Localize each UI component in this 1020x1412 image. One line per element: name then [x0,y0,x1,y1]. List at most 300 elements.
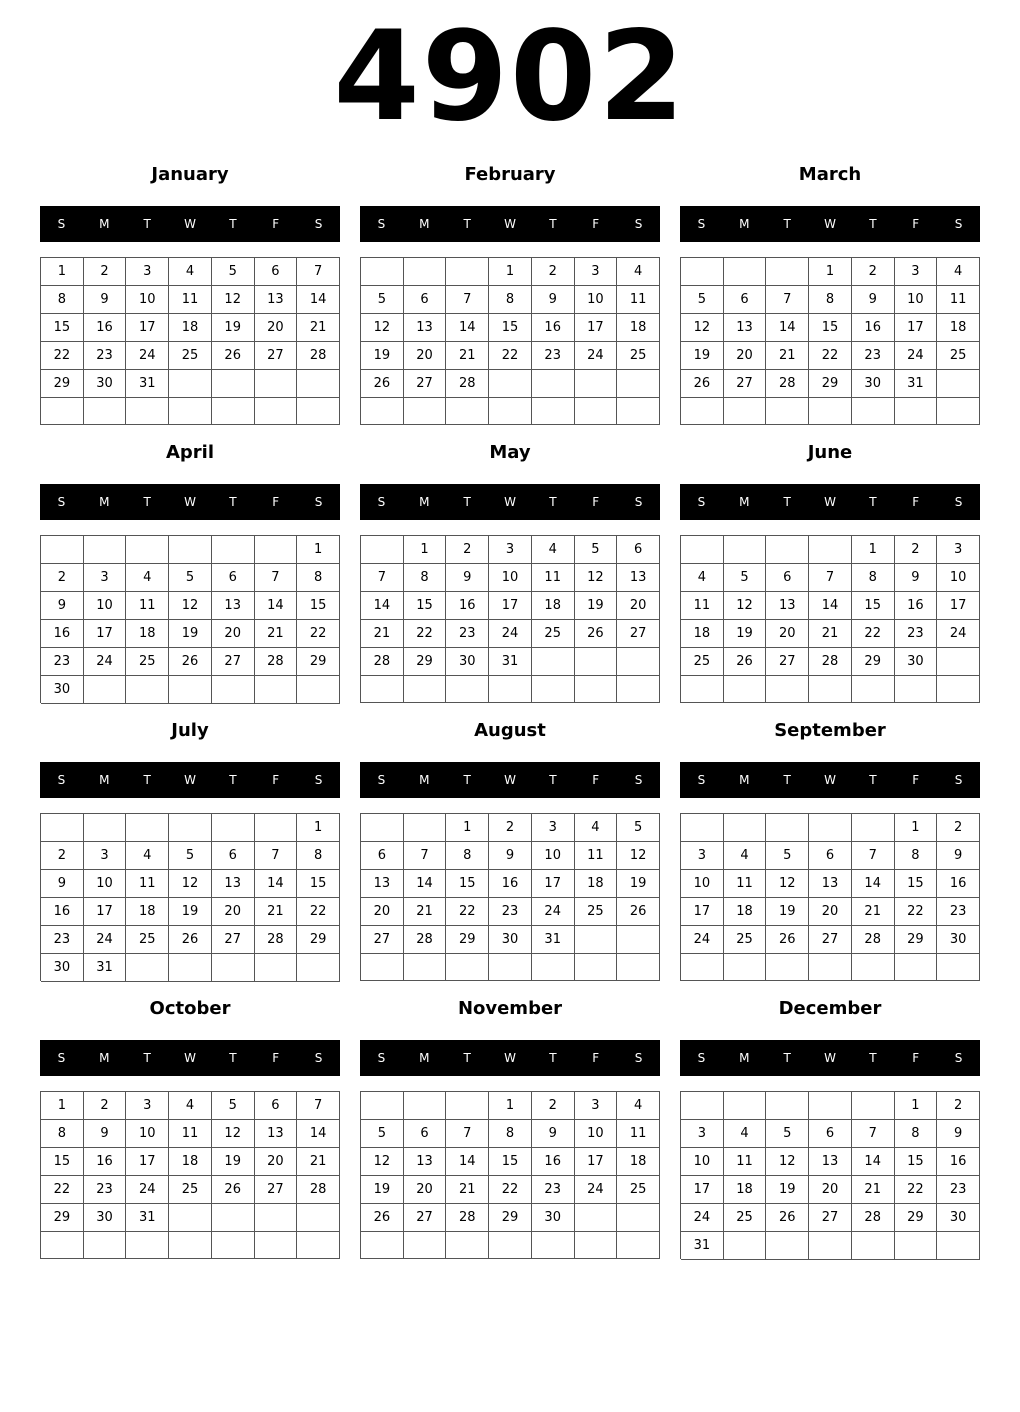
empty-cell [212,536,255,564]
weekday-label: S [954,773,963,787]
weekday-label: M [419,495,430,509]
day-cell: 23 [446,620,489,648]
day-cell: 24 [681,926,724,954]
weekday-label: S [954,495,963,509]
empty-cell [575,954,618,981]
day-cell: 17 [895,314,938,342]
day-cell: 21 [255,898,298,926]
empty-cell [617,398,660,425]
weekday-label: S [314,217,323,231]
empty-cell [681,676,724,703]
day-cell: 23 [852,342,895,370]
empty-cell [404,954,447,981]
day-cell: 21 [404,898,447,926]
day-cell: 12 [575,564,618,592]
weekday-label: S [697,773,706,787]
empty-cell [724,1232,767,1260]
weekday-label: F [272,495,280,509]
day-cell: 24 [489,620,532,648]
day-cell: 9 [41,870,84,898]
month-name: December [778,998,882,1019]
day-cell: 6 [809,842,852,870]
day-cell: 8 [297,842,340,870]
empty-cell [724,258,767,286]
day-cell: 1 [489,1092,532,1120]
day-cell: 11 [532,564,575,592]
day-cell: 13 [255,1120,298,1148]
day-cell: 31 [126,1204,169,1232]
day-cell: 18 [724,898,767,926]
day-cell: 22 [41,1176,84,1204]
empty-cell [41,536,84,564]
day-cell: 28 [297,342,340,370]
month-name: November [457,998,563,1019]
empty-cell [852,1232,895,1260]
day-cell: 4 [126,842,169,870]
empty-cell [681,954,724,981]
weekday-label: W [184,773,196,787]
day-grid [40,813,340,981]
day-grid [360,1091,660,1259]
weekday-label: S [57,217,66,231]
day-cell: 16 [41,620,84,648]
day-cell: 7 [297,258,340,286]
day-cell: 24 [575,342,618,370]
empty-cell [126,954,169,982]
empty-cell [297,954,340,982]
month-name: April [165,442,215,463]
day-cell: 15 [446,870,489,898]
day-cell: 21 [297,1148,340,1176]
day-cell: 18 [681,620,724,648]
weekday-header [680,762,980,798]
empty-cell [852,676,895,703]
day-cell: 12 [681,314,724,342]
day-cell: 9 [937,842,980,870]
empty-cell [361,1232,404,1259]
day-cell: 17 [532,870,575,898]
day-cell: 25 [937,342,980,370]
day-cell: 8 [895,842,938,870]
day-cell: 12 [212,286,255,314]
day-cell: 10 [126,1120,169,1148]
empty-cell [404,398,447,425]
day-cell: 23 [937,898,980,926]
month-name: May [489,442,531,463]
day-cell: 3 [895,258,938,286]
month-name: January [151,164,229,185]
day-cell: 3 [937,536,980,564]
day-grid [680,1091,980,1259]
day-cell: 5 [169,564,212,592]
day-grid [360,813,660,981]
weekday-label: W [504,773,516,787]
day-cell: 19 [169,620,212,648]
day-grid [40,257,340,425]
empty-cell [255,1204,298,1232]
empty-cell [937,370,980,398]
weekday-label: W [824,773,836,787]
day-cell: 19 [575,592,618,620]
weekday-label: T [463,495,471,509]
day-cell: 22 [809,342,852,370]
day-cell: 19 [617,870,660,898]
day-cell: 16 [937,870,980,898]
day-cell: 26 [361,1204,404,1232]
empty-cell [617,954,660,981]
day-cell: 14 [446,314,489,342]
empty-cell [404,1232,447,1259]
weekday-header [360,206,660,242]
day-cell: 19 [212,314,255,342]
empty-cell [297,398,340,425]
weekday-label: S [954,217,963,231]
day-cell: 15 [41,1148,84,1176]
year-title: 4902 [333,5,687,149]
day-cell: 2 [41,564,84,592]
empty-cell [361,676,404,703]
day-cell: 30 [446,648,489,676]
day-cell: 29 [297,648,340,676]
day-cell: 23 [41,926,84,954]
empty-cell [255,370,298,398]
day-cell: 2 [489,814,532,842]
day-cell: 16 [895,592,938,620]
day-cell: 27 [766,648,809,676]
weekday-label: T [549,773,557,787]
weekday-label: T [783,773,791,787]
day-cell: 7 [852,1120,895,1148]
day-cell: 3 [681,842,724,870]
day-cell: 20 [809,898,852,926]
empty-cell [575,926,618,954]
day-cell: 21 [852,1176,895,1204]
day-cell: 12 [212,1120,255,1148]
empty-cell [575,648,618,676]
day-cell: 12 [361,314,404,342]
empty-cell [84,814,127,842]
day-cell: 10 [681,870,724,898]
month-name: August [474,720,546,741]
day-cell: 6 [617,536,660,564]
empty-cell [937,1232,980,1260]
day-cell: 31 [489,648,532,676]
day-cell: 14 [852,870,895,898]
day-cell: 13 [617,564,660,592]
day-cell: 16 [937,1148,980,1176]
empty-cell [404,676,447,703]
empty-cell [489,954,532,981]
empty-cell [361,1092,404,1120]
day-cell: 29 [852,648,895,676]
day-cell: 11 [617,286,660,314]
day-cell: 31 [532,926,575,954]
day-cell: 28 [446,370,489,398]
day-cell: 19 [766,1176,809,1204]
day-cell: 8 [404,564,447,592]
empty-cell [126,1232,169,1259]
day-cell: 25 [169,1176,212,1204]
weekday-label: S [57,1051,66,1065]
day-cell: 17 [575,1148,618,1176]
weekday-label: S [377,1051,386,1065]
day-cell: 11 [724,1148,767,1176]
empty-cell [126,536,169,564]
weekday-label: S [634,495,643,509]
empty-cell [84,536,127,564]
day-cell: 20 [255,1148,298,1176]
day-cell: 2 [852,258,895,286]
day-cell: 27 [809,926,852,954]
weekday-label: M [419,773,430,787]
day-cell: 10 [84,592,127,620]
weekday-label: F [592,1051,600,1065]
day-cell: 25 [169,342,212,370]
day-cell: 14 [766,314,809,342]
day-cell: 1 [895,814,938,842]
day-cell: 19 [361,1176,404,1204]
day-cell: 2 [84,1092,127,1120]
weekday-label: T [143,495,151,509]
day-cell: 3 [126,258,169,286]
day-cell: 2 [446,536,489,564]
weekday-label: W [824,495,836,509]
empty-cell [575,398,618,425]
empty-cell [852,398,895,425]
day-cell: 12 [766,1148,809,1176]
day-cell: 13 [724,314,767,342]
day-cell: 9 [489,842,532,870]
day-cell: 25 [126,926,169,954]
empty-cell [212,370,255,398]
weekday-label: T [229,773,237,787]
day-cell: 16 [532,1148,575,1176]
day-cell: 9 [532,1120,575,1148]
day-cell: 11 [575,842,618,870]
day-cell: 6 [404,1120,447,1148]
empty-cell [361,258,404,286]
empty-cell [895,398,938,425]
weekday-label: T [783,1051,791,1065]
day-cell: 28 [297,1176,340,1204]
day-cell: 1 [895,1092,938,1120]
day-cell: 30 [852,370,895,398]
day-cell: 7 [255,564,298,592]
weekday-label: F [592,495,600,509]
day-cell: 10 [895,286,938,314]
day-cell: 4 [169,1092,212,1120]
day-cell: 30 [895,648,938,676]
empty-cell [169,1204,212,1232]
weekday-header [680,206,980,242]
empty-cell [617,1232,660,1259]
weekday-header [680,484,980,520]
day-cell: 18 [169,1148,212,1176]
day-cell: 13 [255,286,298,314]
day-cell: 3 [84,842,127,870]
empty-cell [809,536,852,564]
day-cell: 13 [404,1148,447,1176]
day-cell: 12 [169,870,212,898]
day-cell: 14 [297,286,340,314]
empty-cell [617,370,660,398]
empty-cell [446,398,489,425]
weekday-label: T [783,217,791,231]
day-cell: 27 [724,370,767,398]
weekday-label: T [869,495,877,509]
day-cell: 20 [212,898,255,926]
weekday-label: M [739,773,750,787]
day-cell: 25 [532,620,575,648]
day-cell: 29 [297,926,340,954]
empty-cell [169,814,212,842]
day-cell: 21 [766,342,809,370]
day-cell: 22 [852,620,895,648]
empty-cell [126,398,169,425]
weekday-label: M [419,1051,430,1065]
day-cell: 9 [532,286,575,314]
weekday-label: S [377,495,386,509]
day-cell: 16 [84,314,127,342]
empty-cell [255,398,298,425]
day-cell: 18 [617,314,660,342]
day-cell: 18 [724,1176,767,1204]
day-cell: 5 [169,842,212,870]
weekday-label: S [697,217,706,231]
empty-cell [809,1232,852,1260]
empty-cell [681,398,724,425]
day-cell: 1 [852,536,895,564]
day-cell: 10 [489,564,532,592]
empty-cell [489,398,532,425]
weekday-label: S [634,217,643,231]
empty-cell [532,370,575,398]
month-name: March [798,164,862,185]
day-cell: 26 [766,926,809,954]
day-cell: 18 [617,1148,660,1176]
empty-cell [766,536,809,564]
day-cell: 24 [895,342,938,370]
empty-cell [446,954,489,981]
day-cell: 18 [126,898,169,926]
weekday-label: M [419,217,430,231]
day-cell: 24 [681,1204,724,1232]
weekday-header [40,762,340,798]
weekday-label: W [824,1051,836,1065]
weekday-label: T [869,1051,877,1065]
day-cell: 25 [617,1176,660,1204]
day-cell: 15 [297,592,340,620]
day-cell: 20 [809,1176,852,1204]
day-cell: 5 [212,258,255,286]
empty-cell [41,398,84,425]
empty-cell [361,398,404,425]
day-cell: 14 [297,1120,340,1148]
weekday-label: W [504,1051,516,1065]
day-cell: 22 [404,620,447,648]
weekday-label: M [739,495,750,509]
day-cell: 25 [681,648,724,676]
day-cell: 8 [895,1120,938,1148]
empty-cell [489,370,532,398]
empty-cell [724,954,767,981]
weekday-label: T [143,217,151,231]
day-cell: 29 [895,926,938,954]
day-cell: 6 [255,1092,298,1120]
day-cell: 16 [532,314,575,342]
empty-cell [41,1232,84,1259]
month-name: February [464,164,556,185]
empty-cell [212,1204,255,1232]
day-cell: 18 [937,314,980,342]
day-cell: 11 [169,1120,212,1148]
weekday-label: S [634,1051,643,1065]
day-cell: 4 [724,842,767,870]
day-cell: 8 [489,286,532,314]
day-cell: 4 [532,536,575,564]
empty-cell [575,370,618,398]
day-cell: 11 [724,870,767,898]
day-cell: 24 [126,342,169,370]
day-cell: 5 [212,1092,255,1120]
day-cell: 30 [41,954,84,982]
day-cell: 18 [126,620,169,648]
day-cell: 30 [532,1204,575,1232]
day-cell: 11 [126,592,169,620]
day-cell: 13 [361,870,404,898]
day-cell: 23 [489,898,532,926]
empty-cell [895,676,938,703]
day-cell: 29 [404,648,447,676]
day-cell: 30 [84,370,127,398]
day-cell: 26 [766,1204,809,1232]
day-cell: 24 [84,648,127,676]
day-cell: 28 [404,926,447,954]
weekday-label: S [314,1051,323,1065]
day-cell: 3 [84,564,127,592]
empty-cell [169,1232,212,1259]
day-cell: 13 [766,592,809,620]
empty-cell [937,648,980,676]
day-cell: 29 [809,370,852,398]
empty-cell [852,954,895,981]
day-cell: 23 [532,342,575,370]
day-cell: 20 [212,620,255,648]
day-cell: 2 [41,842,84,870]
day-cell: 21 [297,314,340,342]
day-cell: 9 [852,286,895,314]
empty-cell [937,398,980,425]
day-cell: 28 [852,1204,895,1232]
empty-cell [212,1232,255,1259]
day-cell: 4 [681,564,724,592]
day-cell: 2 [937,814,980,842]
weekday-label: W [184,1051,196,1065]
empty-cell [852,1092,895,1120]
empty-cell [532,398,575,425]
day-cell: 11 [937,286,980,314]
day-cell: 4 [126,564,169,592]
month-name: June [807,442,853,463]
day-cell: 30 [937,1204,980,1232]
weekday-label: W [184,217,196,231]
empty-cell [895,954,938,981]
day-cell: 10 [681,1148,724,1176]
day-cell: 10 [575,1120,618,1148]
day-cell: 9 [937,1120,980,1148]
empty-cell [212,676,255,704]
day-cell: 19 [169,898,212,926]
